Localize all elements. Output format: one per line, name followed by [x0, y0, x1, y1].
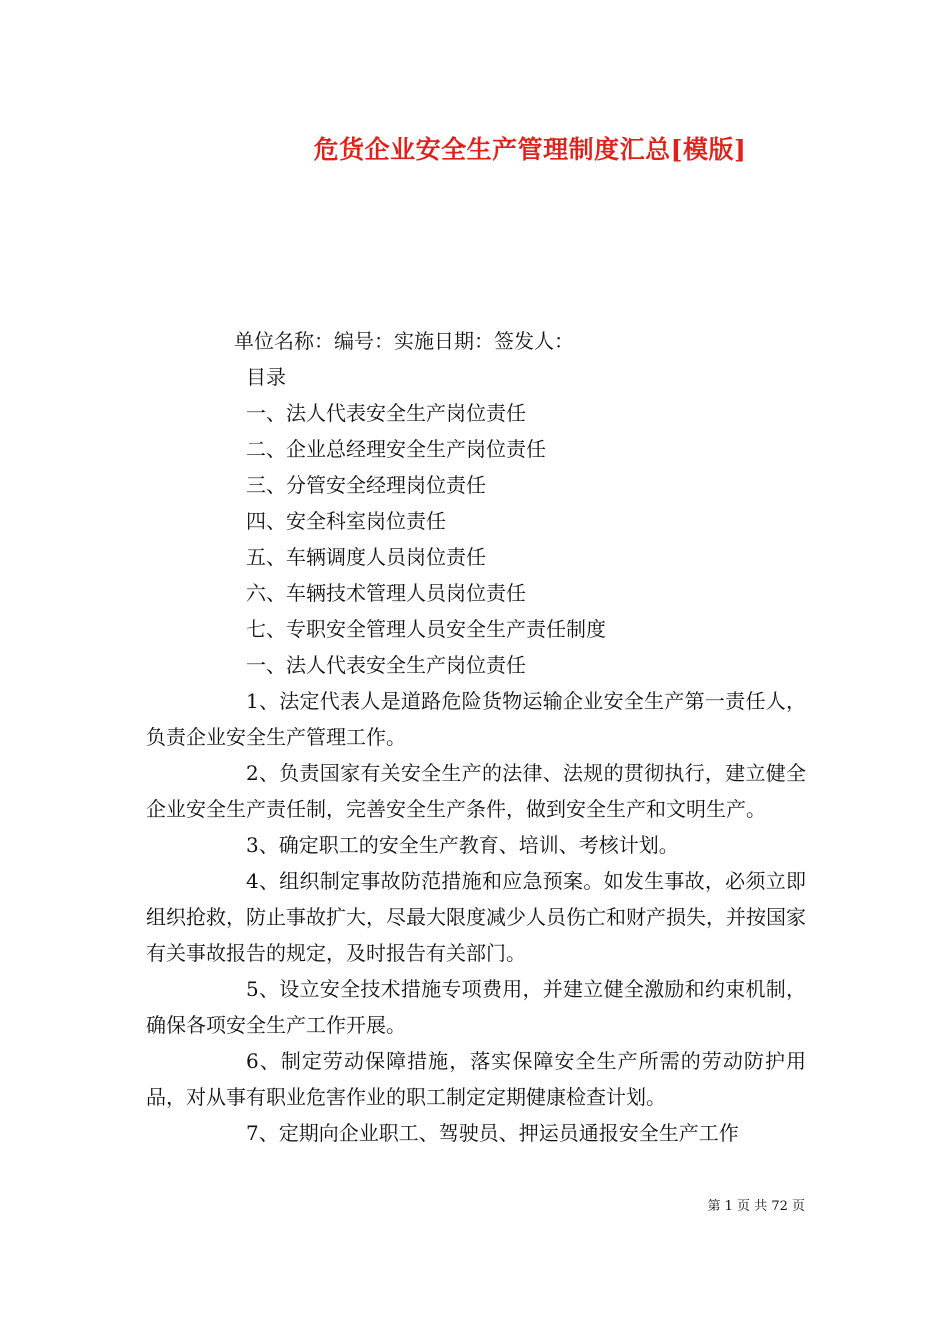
toc-item: 七、专职安全管理人员安全生产责任制度 — [246, 617, 606, 641]
body-paragraph: 3、确定职工的安全生产教育、培训、考核计划。 — [246, 833, 679, 857]
toc-list — [146, 395, 806, 647]
document-title: 危货企业安全生产管理制度汇总[模版] — [313, 135, 747, 164]
body-paragraph: 7、定期向企业职工、驾驶员、押运员通报安全生产工作 — [246, 1121, 739, 1145]
toc-item: 二、企业总经理安全生产岗位责任 — [246, 437, 546, 461]
meta-line: 单位名称：编号：实施日期：签发人： — [234, 329, 574, 353]
body-paragraph: 4、组织制定事故防范措施和应急预案。如发生事故，必须立即组织抢救，防止事故扩大，尽最大限度减少人员伤亡和财产损失，并按国家有关事故报告的规定，及时报告有关部门。 — [146, 869, 806, 965]
body-paragraph: 5、设立安全技术措施专项费用，并建立健全激励和约束机制，确保各项安全生产工作开展。 — [146, 977, 806, 1037]
toc-item: 三、分管安全经理岗位责任 — [246, 473, 486, 497]
toc-item: 六、车辆技术管理人员岗位责任 — [246, 581, 526, 605]
document-body — [146, 323, 806, 1151]
toc-item: 五、车辆调度人员岗位责任 — [246, 545, 486, 569]
toc-item: 四、安全科室岗位责任 — [246, 509, 446, 533]
section-heading: 一、法人代表安全生产岗位责任 — [246, 653, 526, 677]
page-footer: 第 1 页 共 72 页 — [707, 1199, 805, 1214]
body-paragraph: 1、法定代表人是道路危险货物运输企业安全生产第一责任人，负责企业安全生产管理工作。 — [146, 689, 806, 749]
body-paragraph: 2、负责国家有关安全生产的法律、法规的贯彻执行，建立健全企业安全生产责任制，完善安全生产条件，做到安全生产和文明生产。 — [146, 761, 806, 821]
toc-item: 一、法人代表安全生产岗位责任 — [246, 401, 526, 425]
toc-heading: 目录 — [246, 365, 286, 389]
body-paragraph: 6、制定劳动保障措施，落实保障安全生产所需的劳动防护用品，对从事有职业危害作业的职工制定定期健康检查计划。 — [146, 1049, 806, 1109]
